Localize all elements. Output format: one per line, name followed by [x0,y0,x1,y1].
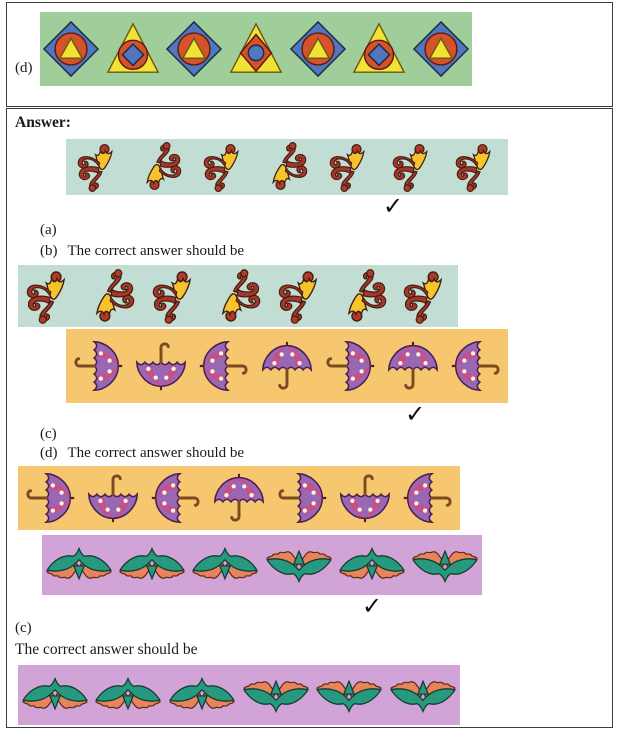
checkmark-row [66,192,508,220]
flame-symbol [401,268,451,325]
question-box [6,2,613,107]
answer-b-strip-block [18,265,458,327]
flame-symbol [75,141,121,193]
answer-a-strip-block [66,139,508,220]
umbrella-symbol [384,337,442,395]
triangle-circle-diamond-symbol [350,20,408,78]
part-b-line [40,241,612,262]
part-d-text: The correct answer should be [67,445,245,461]
flame-symbol [327,141,373,193]
part-d-line [40,444,612,463]
umbrella-symbol [399,469,457,527]
flame-symbol [453,141,499,193]
flame-symbol [339,268,389,325]
bird-symbol [410,546,480,584]
part-c2-line [15,618,612,638]
umbrella-symbol [447,337,505,395]
umbrella-pattern-strip-marked [66,329,508,403]
bird-symbol [264,546,334,584]
part-c-label: (c) [40,426,57,442]
bird-pattern-strip-correct [18,665,460,725]
flame-symbol [24,268,74,325]
umbrella-symbol [336,469,394,527]
checkmark-icon: ✓ [405,400,426,428]
diamond-circle-triangle-symbol [165,20,223,78]
umbrella-symbol [258,337,316,395]
umbrella-symbol [132,337,190,395]
umbrella-symbol [69,337,127,395]
bird-symbol [117,546,187,584]
checkmark-row [42,592,482,620]
flame-symbol [87,268,137,325]
triangle-diamond-circle-symbol [227,20,285,78]
bird-symbol [20,676,90,714]
part-a-line [40,220,612,241]
flame-symbol [201,141,247,193]
triangle-circle-diamond-symbol [104,20,162,78]
answer-box [6,108,613,728]
umbrella-symbol [273,469,331,527]
part-c-line [40,425,612,444]
bird-symbol [314,676,384,714]
answer-heading: Answer: [15,114,71,131]
flame-symbol [150,268,200,325]
bird-symbol [44,546,114,584]
flame-symbol [276,268,326,325]
answer-d-strip-block [18,466,460,530]
final-text: The correct answer should be [15,641,198,658]
umbrella-symbol [21,469,79,527]
checkmark-icon: ✓ [383,192,404,220]
question-pattern-strip-block [40,12,472,86]
part-d-label: (d) [40,445,58,461]
bird-symbol [241,676,311,714]
checkmark-row [66,400,508,428]
answer-c-strip-block [66,329,508,428]
part-b-text: The correct answer should be [67,243,245,259]
bird-symbol [93,676,163,714]
umbrella-symbol [195,337,253,395]
part-b-label: (b) [40,243,58,259]
umbrella-symbol [210,469,268,527]
umbrella-symbol [321,337,379,395]
part-c2-label: (c) [15,620,32,636]
shapes-pattern-strip [40,12,472,86]
answer-c2-strip-block [42,535,482,618]
final-strip-block [18,665,460,725]
checkmark-icon: ✓ [361,592,383,620]
flame-symbol [264,141,310,193]
flame-pattern-strip-correct [18,265,458,327]
diamond-circle-triangle-symbol [412,20,470,78]
umbrella-symbol [84,469,142,527]
flame-symbol [138,141,184,193]
flame-symbol [213,268,263,325]
umbrella-symbol [147,469,205,527]
final-text-line [15,638,612,662]
bird-symbol [337,546,407,584]
flame-pattern-strip-marked [66,139,508,195]
part-a-label: (a) [40,222,57,238]
flame-symbol [390,141,436,193]
umbrella-pattern-strip-correct [18,466,460,530]
diamond-circle-triangle-symbol [42,20,100,78]
bird-symbol [167,676,237,714]
diamond-circle-triangle-symbol [289,20,347,78]
bird-symbol [388,676,458,714]
bird-symbol [190,546,260,584]
question-d-label: (d) [15,60,33,76]
bird-pattern-strip-marked [42,535,482,595]
